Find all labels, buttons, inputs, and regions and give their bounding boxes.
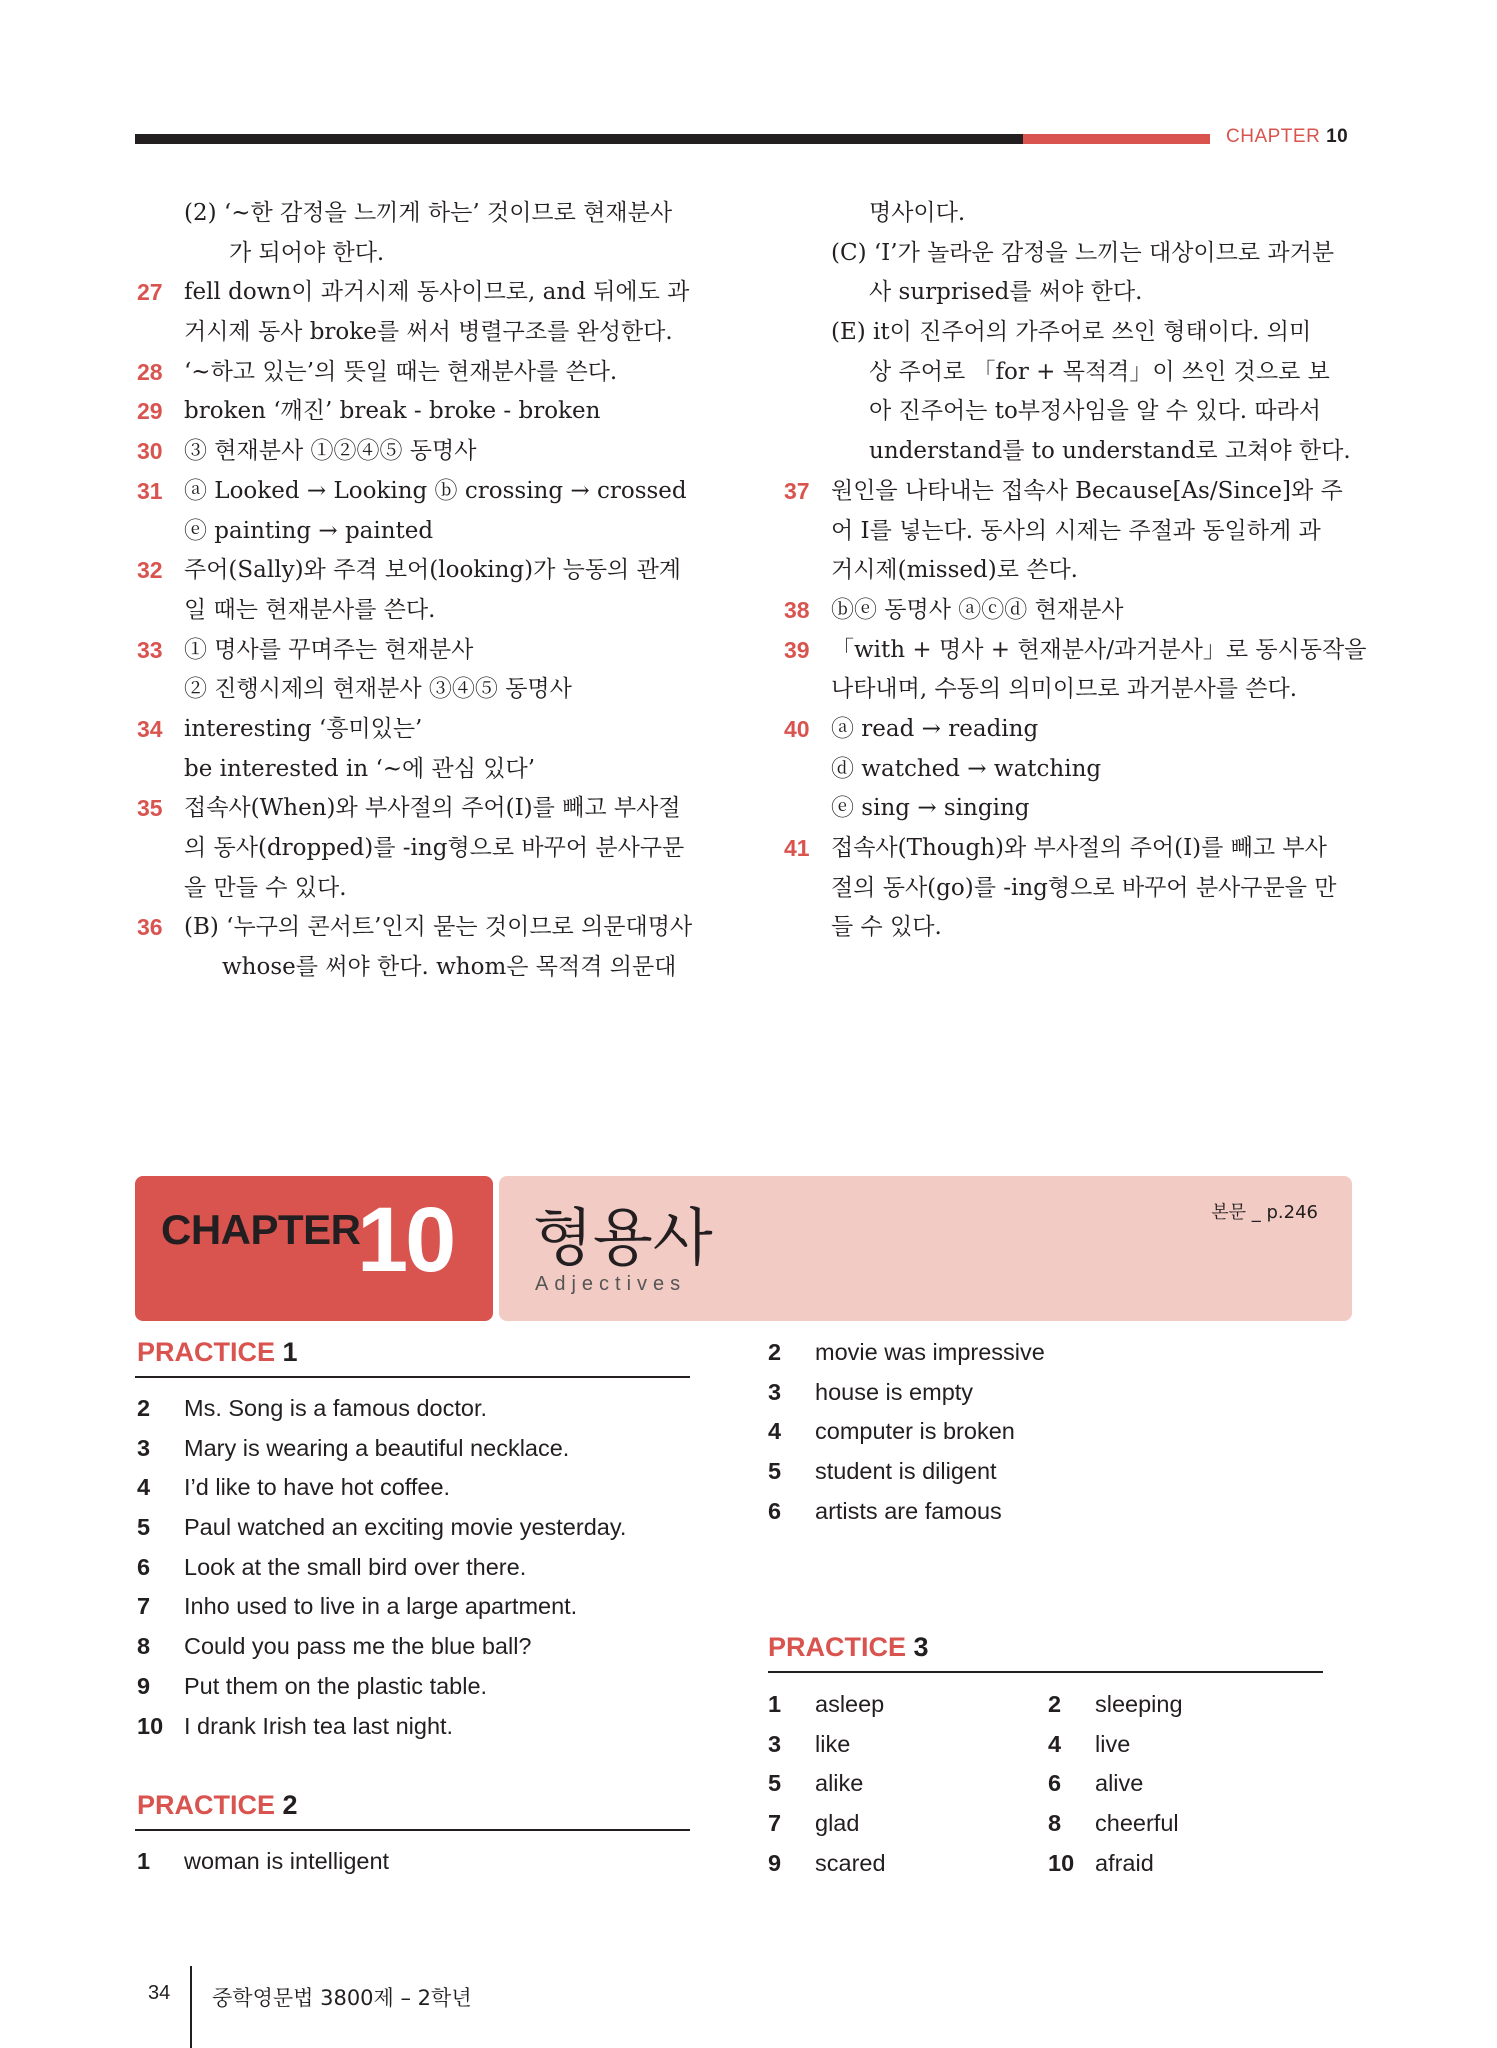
practice-item bbox=[137, 1842, 703, 1882]
practice-item-answer: Mary is wearing a beautiful necklace. bbox=[184, 1434, 570, 1461]
answer-text: understand를 to understand로 고쳐야 한다. bbox=[869, 438, 1351, 465]
practice-item-number: 9 bbox=[137, 1672, 151, 1699]
answer-line bbox=[137, 472, 703, 512]
answer-number: 31 bbox=[137, 477, 163, 504]
answer-line bbox=[784, 512, 1350, 552]
practice-item-answer: Ms. Song is a famous doctor. bbox=[184, 1395, 488, 1421]
answer-text: 나타내며, 수동의 의미이므로 과거분사를 쓴다. bbox=[831, 676, 1298, 703]
practice-item bbox=[137, 1587, 703, 1627]
answer-text: ⓐ Looked → Looking ⓑ crossing → crossed bbox=[184, 477, 687, 504]
answer-line bbox=[137, 670, 703, 710]
practice-item-number: 10 bbox=[1048, 1849, 1075, 1876]
practice-item-answer: Put them on the plastic table. bbox=[184, 1672, 488, 1699]
answer-number: 29 bbox=[137, 398, 163, 425]
answer-text: (C) ‘I’가 놀라운 감정을 느끼는 대상이므로 과거분 bbox=[831, 239, 1335, 266]
practice-item-answer: I drank Irish tea last night. bbox=[184, 1712, 454, 1739]
practice-item-number: 6 bbox=[768, 1497, 782, 1524]
answer-number: 35 bbox=[137, 795, 163, 822]
answer-number: 28 bbox=[137, 358, 163, 385]
answer-line bbox=[137, 234, 703, 274]
answer-line bbox=[137, 353, 703, 393]
practice-item bbox=[137, 1508, 703, 1548]
practice2-list-right bbox=[768, 1333, 1334, 1531]
practice-item-answer: alike bbox=[815, 1770, 864, 1797]
answer-text: 거시제 동사 broke를 써서 병렬구조를 완성한다. bbox=[184, 319, 673, 346]
answer-text: ⓔ sing → singing bbox=[831, 795, 1030, 822]
practice-item-number: 3 bbox=[137, 1434, 151, 1461]
practice-item-number: 8 bbox=[137, 1633, 151, 1660]
answer-text: 의 동사(dropped)를 -ing형으로 바꾸어 분사구문 bbox=[184, 835, 685, 861]
chapter-banner-badge bbox=[135, 1176, 493, 1321]
answer-text: ⓐ read → reading bbox=[831, 715, 1039, 742]
answer-text: 「with + 명사 + 현재분사/과거분사」로 동시동작을 bbox=[831, 636, 1367, 663]
practice3-rule bbox=[768, 1671, 1323, 1673]
practice-item-answer: student is diligent bbox=[815, 1458, 997, 1485]
practice-item-answer: alive bbox=[1095, 1770, 1144, 1797]
answer-line bbox=[784, 432, 1350, 472]
answers-right-column bbox=[784, 194, 1367, 948]
answer-text: broken ‘깨진’ break - broke - broken bbox=[184, 398, 601, 425]
practice-item-answer: sleeping bbox=[1095, 1691, 1183, 1717]
footer-divider bbox=[190, 1966, 192, 2048]
practice-item bbox=[1048, 1764, 1328, 1804]
practice-item-answer: glad bbox=[815, 1810, 860, 1837]
chapter-subtitle: Adjectives bbox=[535, 1273, 687, 1295]
practice-item-answer: woman is intelligent bbox=[184, 1848, 390, 1874]
answer-line bbox=[137, 392, 703, 432]
practice2-list-left bbox=[137, 1842, 703, 1882]
answer-line bbox=[784, 631, 1367, 671]
answer-line bbox=[784, 353, 1350, 393]
answer-text: 아 진주어는 to부정사임을 알 수 있다. 따라서 bbox=[869, 398, 1321, 425]
practice-item-answer: like bbox=[815, 1730, 851, 1757]
answer-number: 27 bbox=[137, 279, 163, 306]
practice-item bbox=[768, 1333, 1334, 1373]
practice-item-number: 7 bbox=[137, 1593, 151, 1620]
answer-line bbox=[137, 789, 703, 829]
answer-text: 거시제(missed)로 쓴다. bbox=[831, 557, 1078, 584]
practice2-rule bbox=[135, 1829, 690, 1831]
practice-item-answer: house is empty bbox=[815, 1378, 974, 1405]
practice-item-answer: Inho used to live in a large apartment. bbox=[184, 1593, 578, 1620]
answer-text: interesting ‘흥미있는’ bbox=[184, 715, 423, 742]
practice-item bbox=[768, 1764, 1048, 1804]
practice-item-number: 7 bbox=[768, 1810, 782, 1837]
answers-left-column bbox=[137, 194, 703, 988]
answer-line bbox=[784, 591, 1350, 631]
answer-line bbox=[784, 869, 1350, 909]
page-reference: 본문 _ p.246 bbox=[1211, 1202, 1318, 1223]
answer-text: 사 surprised를 써야 한다. bbox=[869, 279, 1143, 306]
answer-text: 명사이다. bbox=[869, 200, 966, 226]
answer-text: 가 되어야 한다. bbox=[229, 239, 385, 266]
practice-item-answer: live bbox=[1095, 1730, 1131, 1757]
answer-line bbox=[784, 789, 1350, 829]
practice-item-answer: afraid bbox=[1095, 1849, 1154, 1876]
answer-text: be interested in ‘~에 관심 있다’ bbox=[184, 755, 536, 782]
practice-item bbox=[137, 1667, 703, 1707]
practice-item-number: 9 bbox=[768, 1849, 782, 1876]
running-header-label: CHAPTER bbox=[1226, 126, 1321, 147]
running-header bbox=[1226, 126, 1348, 148]
practice-item bbox=[768, 1685, 1048, 1725]
chapter-banner-number: 10 bbox=[357, 1189, 454, 1291]
answer-line bbox=[137, 273, 703, 313]
answer-line bbox=[784, 194, 1350, 234]
answer-number: 32 bbox=[137, 557, 163, 584]
practice-item-answer: Paul watched an exciting movie yesterday. bbox=[184, 1514, 627, 1541]
practice-item-number: 1 bbox=[137, 1848, 151, 1874]
answer-number: 37 bbox=[784, 477, 810, 504]
practice-item bbox=[1048, 1685, 1328, 1725]
answer-number: 36 bbox=[137, 914, 163, 941]
answer-line bbox=[137, 869, 703, 909]
practice-item-answer: artists are famous bbox=[815, 1497, 1002, 1524]
answer-text: 절의 동사(go)를 -ing형으로 바꾸어 분사구문을 만 bbox=[831, 874, 1337, 901]
answer-line bbox=[784, 273, 1350, 313]
practice3-number: 3 bbox=[913, 1632, 929, 1662]
practice-item bbox=[137, 1468, 703, 1508]
page-number: 34 bbox=[148, 1982, 171, 2004]
practice2-label: PRACTICE bbox=[137, 1790, 276, 1820]
practice-item-number: 2 bbox=[1048, 1691, 1062, 1717]
header-rule-accent bbox=[1023, 134, 1210, 144]
answer-line bbox=[137, 591, 703, 631]
answer-line bbox=[784, 392, 1350, 432]
practice-item bbox=[768, 1492, 1334, 1532]
answer-text: 어 I를 넣는다. 동사의 시제는 주절과 동일하게 과 bbox=[831, 517, 1321, 544]
practice1-list bbox=[137, 1389, 703, 1746]
practice-item-number: 1 bbox=[768, 1691, 782, 1717]
answer-text: (2) ‘~한 감정을 느끼게 하는’ 것이므로 현재분사 bbox=[184, 200, 673, 226]
answer-text: 상 주어로 「for + 목적격」이 쓰인 것으로 보 bbox=[869, 358, 1330, 385]
answer-line bbox=[137, 194, 703, 234]
practice-item-number: 5 bbox=[768, 1458, 782, 1485]
answer-number: 40 bbox=[784, 715, 810, 742]
answer-text: ① 명사를 꾸며주는 현재분사 bbox=[184, 636, 474, 663]
practice-item-number: 3 bbox=[768, 1378, 782, 1405]
practice1-label: PRACTICE bbox=[137, 1337, 276, 1367]
answer-line bbox=[784, 750, 1350, 790]
practice-item bbox=[137, 1627, 703, 1667]
chapter-banner-title-panel bbox=[499, 1176, 1352, 1321]
practice-item-number: 5 bbox=[768, 1770, 782, 1797]
answer-line bbox=[137, 710, 703, 750]
answer-text: ‘~하고 있는’의 뜻일 때는 현재분사를 쓴다. bbox=[184, 358, 618, 385]
answer-line bbox=[784, 472, 1350, 512]
practice1-rule bbox=[135, 1376, 690, 1378]
header-rule-dark bbox=[135, 134, 1023, 144]
practice3-label: PRACTICE bbox=[768, 1632, 907, 1662]
answer-text: 을 만들 수 있다. bbox=[184, 874, 347, 901]
practice-item-number: 4 bbox=[137, 1474, 151, 1501]
practice2-number: 2 bbox=[282, 1790, 298, 1820]
answer-text: ⓔ painting → painted bbox=[184, 517, 434, 544]
answer-text: 원인을 나타내는 접속사 Because[As/Since]와 주 bbox=[831, 477, 1343, 504]
practice-item-answer: asleep bbox=[815, 1691, 885, 1717]
practice-item bbox=[137, 1548, 703, 1588]
practice-item bbox=[768, 1725, 1048, 1765]
practice-item-number: 5 bbox=[137, 1514, 151, 1541]
practice-item bbox=[768, 1412, 1334, 1452]
practice-item-number: 4 bbox=[768, 1418, 782, 1445]
practice-item bbox=[137, 1429, 703, 1469]
answer-line bbox=[137, 313, 703, 353]
practice-item bbox=[1048, 1844, 1328, 1884]
answer-text: ② 진행시제의 현재분사 ③④⑤ 동명사 bbox=[184, 676, 572, 703]
answer-text: 주어(Sally)와 주격 보어(looking)가 능동의 관계 bbox=[184, 557, 682, 584]
practice-item bbox=[137, 1707, 703, 1747]
book-title: 중학영문법 3800제 – 2학년 bbox=[212, 1986, 472, 2010]
answer-text: whose를 써야 한다. whom은 목적격 의문대 bbox=[222, 954, 677, 981]
answer-line bbox=[137, 829, 703, 869]
chapter-title: 형용사 bbox=[533, 1201, 713, 1274]
answer-line bbox=[784, 313, 1350, 353]
practice-item-answer: scared bbox=[815, 1849, 886, 1876]
practice-item-answer: I’d like to have hot coffee. bbox=[184, 1474, 451, 1501]
answer-text: (E) it이 진주어의 가주어로 쓰인 형태이다. 의미 bbox=[831, 319, 1312, 346]
answer-number: 41 bbox=[784, 835, 810, 861]
answer-text: fell down이 과거시제 동사이므로, and 뒤에도 과 bbox=[184, 279, 690, 306]
practice-item-answer: computer is broken bbox=[815, 1418, 1015, 1445]
practice-item-number: 6 bbox=[1048, 1770, 1062, 1797]
answer-number: 39 bbox=[784, 636, 810, 663]
answer-line bbox=[137, 750, 703, 790]
answer-line bbox=[784, 234, 1350, 274]
answer-line bbox=[137, 948, 703, 988]
practice-item bbox=[137, 1389, 703, 1429]
answer-text: ③ 현재분사 ①②④⑤ 동명사 bbox=[184, 438, 477, 465]
answer-text: 일 때는 현재분사를 쓴다. bbox=[184, 596, 436, 623]
answer-line bbox=[137, 631, 703, 671]
practice-item bbox=[768, 1804, 1048, 1844]
answer-number: 38 bbox=[784, 596, 810, 623]
practice-item-answer: Could you pass me the blue ball? bbox=[184, 1633, 532, 1660]
answer-number: 33 bbox=[137, 636, 163, 663]
answer-text: ⓑⓔ 동명사 ⓐⓒⓓ 현재분사 bbox=[831, 596, 1124, 623]
chapter-banner-label: CHAPTER bbox=[161, 1206, 361, 1253]
practice-item bbox=[768, 1844, 1048, 1884]
answer-line bbox=[137, 432, 703, 472]
practice-item-number: 8 bbox=[1048, 1810, 1062, 1837]
practice3-heading bbox=[768, 1632, 929, 1663]
practice-item bbox=[1048, 1725, 1328, 1765]
practice-item bbox=[768, 1373, 1334, 1413]
practice-item-number: 4 bbox=[1048, 1730, 1062, 1757]
answer-text: 접속사(When)와 부사절의 주어(I)를 빼고 부사절 bbox=[184, 795, 681, 822]
answer-line bbox=[137, 551, 703, 591]
answer-line bbox=[137, 512, 703, 552]
practice-item-answer: cheerful bbox=[1095, 1810, 1179, 1837]
practice-item-number: 10 bbox=[137, 1712, 164, 1739]
practice-item bbox=[1048, 1804, 1328, 1844]
answer-line bbox=[784, 551, 1350, 591]
practice-item-number: 6 bbox=[137, 1553, 151, 1580]
practice-item-answer: Look at the small bird over there. bbox=[184, 1553, 527, 1580]
practice-item bbox=[768, 1452, 1334, 1492]
practice1-number: 1 bbox=[282, 1337, 298, 1367]
answer-text: (B) ‘누구의 콘서트’인지 묻는 것이므로 의문대명사 bbox=[184, 914, 693, 941]
practice-item-number: 2 bbox=[768, 1339, 782, 1365]
answer-line bbox=[784, 829, 1350, 869]
running-header-number: 10 bbox=[1326, 126, 1349, 147]
practice-item-number: 2 bbox=[137, 1395, 151, 1421]
practice-item-number: 3 bbox=[768, 1730, 782, 1757]
practice2-heading bbox=[137, 1790, 298, 1821]
answer-line bbox=[784, 710, 1350, 750]
answer-number: 34 bbox=[137, 715, 163, 742]
answer-text: 들 수 있다. bbox=[831, 914, 942, 941]
answer-line bbox=[784, 670, 1350, 710]
practice-item-answer: movie was impressive bbox=[815, 1339, 1045, 1365]
answer-text: ⓓ watched → watching bbox=[831, 755, 1102, 782]
answer-line bbox=[137, 908, 703, 948]
practice1-heading bbox=[137, 1337, 298, 1368]
answer-text: 접속사(Though)와 부사절의 주어(I)를 빼고 부사 bbox=[831, 835, 1327, 861]
answer-line bbox=[784, 908, 1350, 948]
answer-number: 30 bbox=[137, 438, 163, 465]
